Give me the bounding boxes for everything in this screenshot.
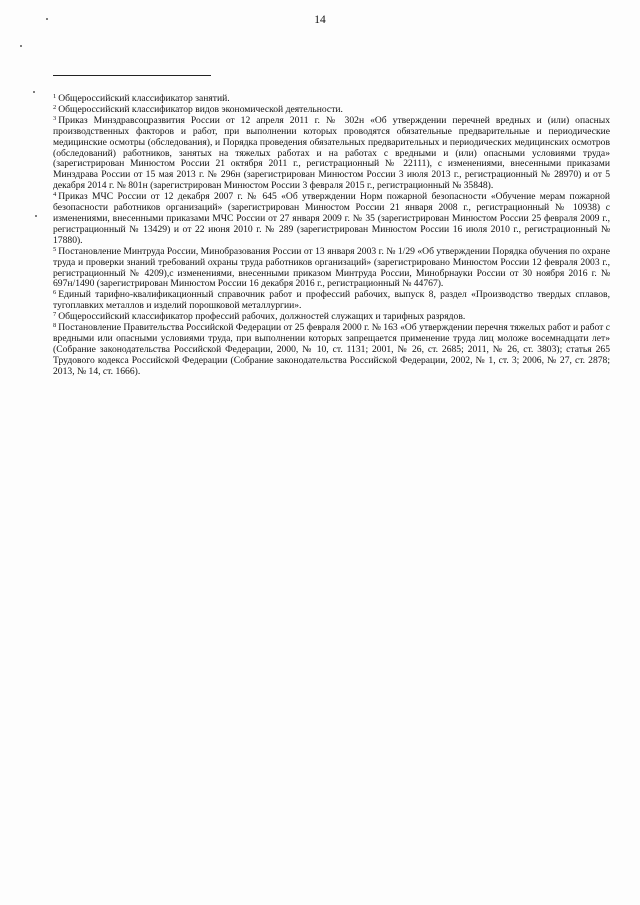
footnote-text: Общероссийский классификатор видов экономической деятельности. xyxy=(58,103,343,115)
footnote-text: Приказ Минздравсоцразвития России от 12 апреля 2011 г. № 302н «Об утверждении перечней вредных и (или) опасных производственных факторов и работ, при выполнении которых проводятся обязательные предварительные и периодические медицинские осмотры (обследования), и Порядка проведения обязательных предварительных и периодических медицинских осмотров (обследований) работников, занятых на тяжелых работах и на работах с вредными и (или) опасными условиями труда» (зарегистрирован Минюстом России 21 октября 2011 г., регистрационный № 22111), с изменениями, внесенными приказами Минздрава России от 15 мая 2013 г. № 296н (зарегистрирован Минюстом России 3 июля 2013 г., регистрационный № 28970) и от 5 декабря 2014 г. № 801н (зарегистрирован Минюстом России 3 февраля 2015 г., регистрационный № 35848). xyxy=(53,114,610,192)
footnote-3 xyxy=(53,116,610,192)
footnote-mark: 7 xyxy=(53,311,57,319)
footnote-mark: 6 xyxy=(53,289,57,297)
footnote-6 xyxy=(53,290,610,312)
footnote-mark: 2 xyxy=(53,103,57,111)
footnote-text: Общероссийский классификатор профессий рабочих, должностей служащих и тарифных разрядов. xyxy=(58,311,466,323)
footnote-mark: 8 xyxy=(53,322,57,330)
footnote-text: Общероссийский классификатор занятий. xyxy=(58,93,230,104)
footnote-separator xyxy=(53,75,211,76)
footnote-mark: 4 xyxy=(53,191,57,199)
footnote-mark: 3 xyxy=(53,114,57,122)
footnote-8 xyxy=(53,323,610,378)
page-number: 14 xyxy=(314,14,326,26)
footnote-5 xyxy=(53,247,610,291)
footnote-4 xyxy=(53,192,610,247)
footnote-mark: 1 xyxy=(53,93,57,100)
footnotes-list xyxy=(53,94,610,378)
footnote-text: Постановление Минтруда России, Минобразования России от 13 января 2003 г. № 1/29 «Об утверждении Порядка обучения по охране труда и проверки знаний требований охраны труда работников организаций» (зарегистрировано Минюстом России 12 февраля 2003 г., регистрационный № 4209),с изменениями, внесенными приказом Минтруда России, Минобрнауки России от 30 ноября 2016 г. № 697н/1490 (зарегистрирован Минюстом России 16 декабря 2016 г., регистрационный № 44767). xyxy=(53,245,610,290)
footnote-text: Приказ МЧС России от 12 декабря 2007 г. № 645 «Об утверждении Норм пожарной безопасности «Обучение мерам пожарной безопасности работников организаций» (зарегистрирован Минюстом России 21 января 2008 г., регистрационный № 10938) с изменениями, внесенными приказами МЧС России от 27 января 2009 г. № 35 (зарегистрирован Минюстом России 25 февраля 2009 г., регистрационный № 13429) и от 22 июня 2010 г. № 289 (зарегистрирован Минюстом России 16 июля 2010 г., регистрационный № 17880). xyxy=(53,191,610,246)
footnote-mark: 5 xyxy=(53,245,57,253)
footnote-text: Единый тарифно-квалификационный справочник работ и профессий рабочих, выпуск 8, раздел «Производство твердых сплавов, тугоплавких металлов и изделий порошковой металлургии». xyxy=(53,289,610,312)
footnote-text: Постановление Правительства Российской Федерации от 25 февраля 2000 г. № 163 «Об утверждении перечня тяжелых работ и работ с вредными или опасными условиями труда, при выполнении которых запрещается применение труда лиц моложе восемнадцати лет» (Собрание законодательства Российской Федерации, 2000, № 10, ст. 1131; 2001, № 26, ст. 2685; 2011, № 26, ст. 3803); статья 265 Трудового кодекса Российской Федерации (Собрание законодательства Российской Федерации, 2002, № 1, ст. 3; 2006, № 27, ст. 2878; 2013, № 14, ст. 1666). xyxy=(53,322,610,377)
